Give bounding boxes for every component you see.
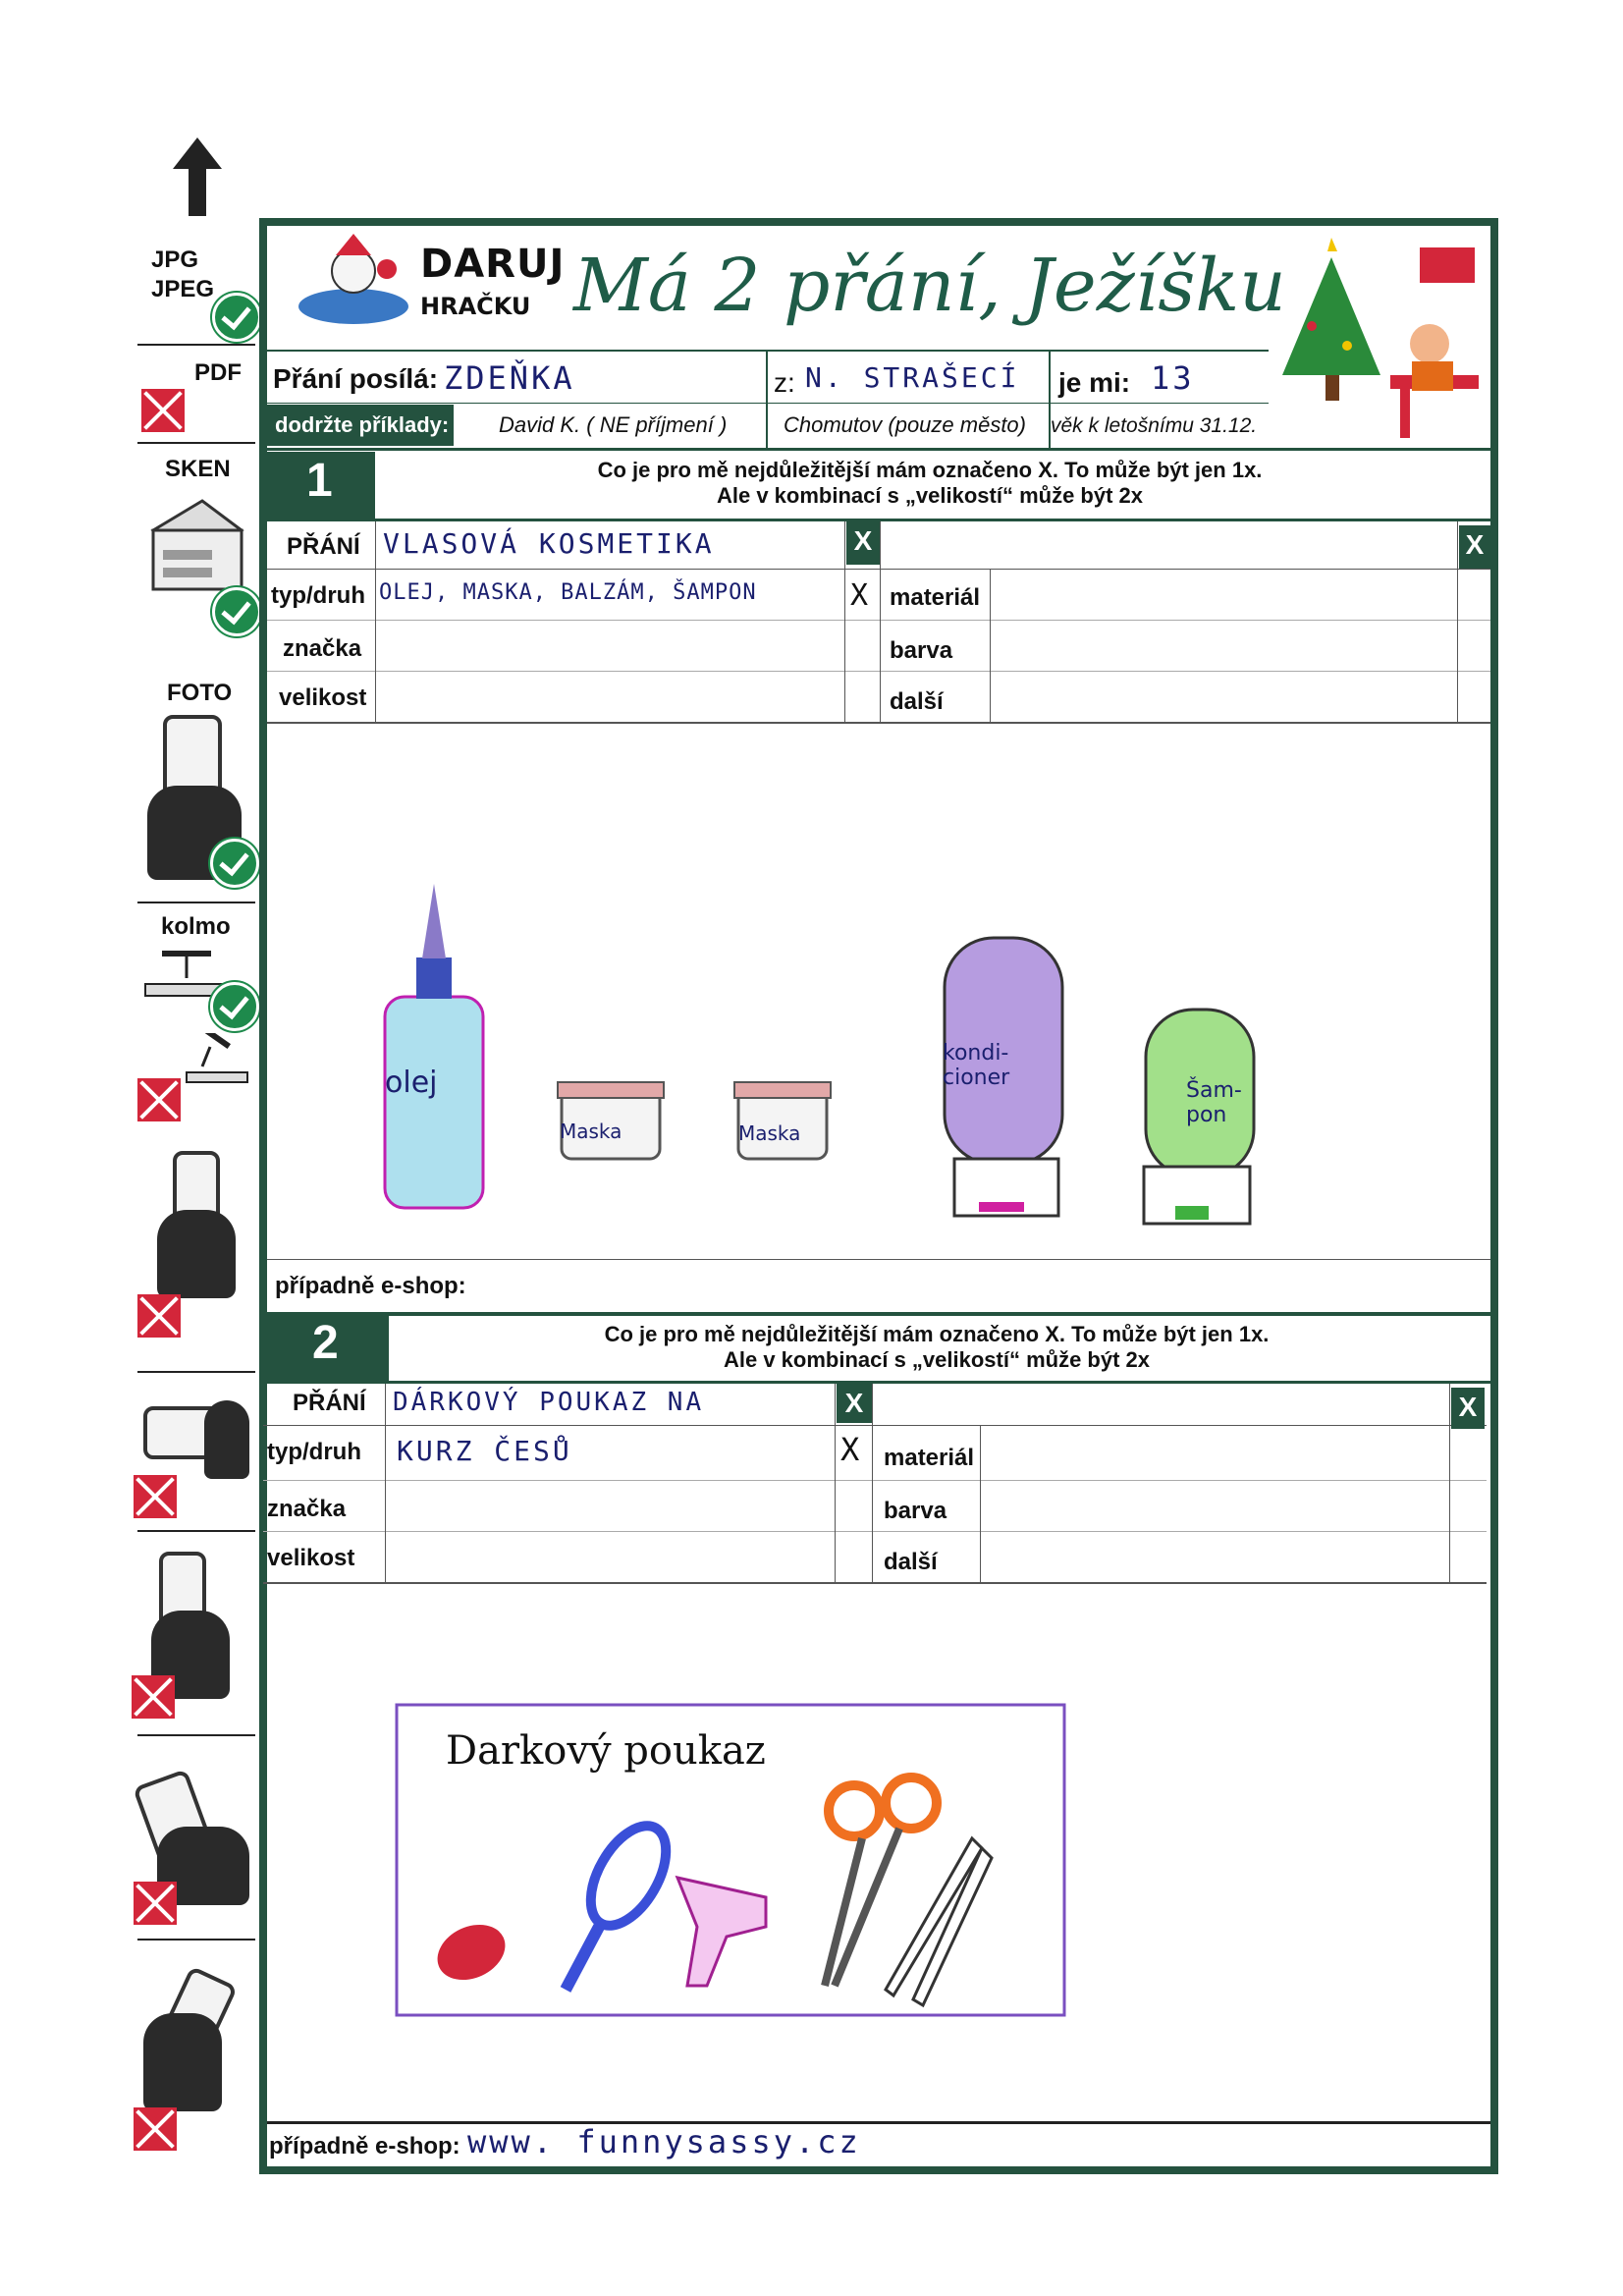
page-title: Má 2 přání, Ježíšku	[573, 244, 1286, 328]
prani-field[interactable]: VLASOVÁ KOSMETIKA	[383, 527, 715, 560]
wish-2-number: 2	[312, 1317, 339, 1369]
wish-1-instructions: Co je pro mě nejdůležitější mám označeno X. To může být jen 1x. Ale v kombinací s „velikostí“ může být 2x	[597, 458, 1263, 508]
divider	[137, 1530, 255, 1532]
rule	[263, 1582, 1487, 1584]
divider	[137, 1734, 255, 1736]
drawing-label: Maska	[738, 1121, 801, 1145]
col-line	[990, 569, 991, 723]
divider	[137, 902, 255, 903]
wish-1-number: 1	[306, 455, 333, 507]
typ-label: typ/druh	[267, 1439, 361, 1465]
rule	[263, 1480, 1487, 1481]
rule	[263, 1425, 1487, 1426]
material-label: materiál	[884, 1445, 975, 1471]
check-icon	[212, 293, 261, 342]
age-label: je mi:	[1058, 367, 1131, 398]
rule	[267, 569, 1490, 570]
col-line	[980, 1425, 981, 1584]
priority-x-marker: X	[1451, 1388, 1485, 1429]
hand-icon	[157, 1210, 236, 1298]
znacka-label: značka	[283, 635, 362, 662]
barva-label: barva	[884, 1498, 947, 1524]
logo-text: DARUJ HRAČKU	[420, 242, 566, 320]
divider	[137, 442, 255, 444]
drawing-label: kondi-cioner	[943, 1041, 1010, 1090]
example-city: Chomutov (pouze město)	[784, 412, 1026, 437]
wish-2-table	[263, 1384, 1487, 1584]
format-label-jpg: JPG JPEG	[151, 246, 215, 302]
upload-arrow-icon	[173, 137, 222, 216]
cross-icon	[132, 1675, 175, 1719]
sender-label: Přání posílá:	[273, 363, 439, 394]
info-row-line	[267, 448, 1490, 451]
examples-label: dodržte příklady:	[275, 412, 450, 437]
cross-icon	[134, 1475, 177, 1518]
drawing-label: Darkový poukaz	[446, 1728, 766, 1774]
typ-field[interactable]: KURZ ČESŮ	[397, 1435, 572, 1467]
col-line	[1457, 521, 1458, 723]
cross-icon	[134, 1882, 177, 1925]
barva-label: barva	[890, 637, 953, 664]
from-label: z:	[774, 367, 795, 398]
cross-icon	[137, 1294, 181, 1338]
dalsi-label: další	[884, 1549, 938, 1575]
col-line	[844, 521, 845, 723]
info-row-line	[267, 403, 1269, 404]
sender-field[interactable]: ZDEŇKA	[444, 359, 575, 397]
wish-1-table	[267, 521, 1490, 723]
drawing-label: olej	[385, 1066, 438, 1100]
rule	[267, 671, 1490, 672]
from-field[interactable]: N. STRAŠECÍ	[805, 361, 1020, 394]
eshop-field[interactable]: www. funnysassy.cz	[467, 2123, 861, 2160]
rule	[267, 1259, 1490, 1260]
rule	[263, 1531, 1487, 1532]
santa-logo-icon	[295, 232, 412, 326]
col-line	[872, 1384, 873, 1584]
cross-icon	[137, 1078, 181, 1121]
info-row-line	[267, 350, 1269, 352]
divider	[137, 344, 255, 346]
velikost-label: velikost	[267, 1545, 355, 1571]
example-name: David K. ( NE příjmení )	[499, 412, 728, 437]
drawing-label: Maska	[560, 1120, 622, 1143]
cross-icon	[141, 389, 185, 432]
col-line	[880, 521, 881, 723]
velikost-label: velikost	[279, 684, 367, 711]
priority-x-marker: X	[1459, 525, 1490, 569]
divider	[137, 1939, 255, 1941]
typ-priority-check[interactable]: X	[850, 578, 872, 613]
eshop-label: případně e-shop:	[269, 2133, 460, 2159]
format-label-kolmo: kolmo	[161, 913, 231, 940]
drawing-label: Šam-pon	[1186, 1078, 1242, 1127]
col-line	[385, 1384, 386, 1584]
age-field[interactable]: 13	[1151, 359, 1195, 397]
dalsi-label: další	[890, 688, 944, 715]
rule	[267, 2121, 1490, 2124]
format-label-pdf: PDF	[194, 359, 242, 386]
typ-field[interactable]: OLEJ, MASKA, BALZÁM, ŠAMPON	[379, 580, 757, 605]
cross-icon	[134, 2107, 177, 2151]
wish-2-instructions: Co je pro mě nejdůležitější mám označeno X. To může být jen 1x. Ale v kombinací s „velikostí“ může být 2x	[604, 1322, 1270, 1372]
info-divider	[766, 350, 768, 448]
hand-icon	[143, 2013, 222, 2111]
hand-icon	[204, 1400, 249, 1479]
wish-1-drawing	[267, 727, 1490, 1247]
divider	[137, 1371, 255, 1373]
prani-field[interactable]: DÁRKOVÝ POUKAZ NA	[393, 1388, 705, 1417]
scanner-icon	[143, 491, 247, 599]
col-line	[835, 1384, 836, 1584]
format-label-foto: FOTO	[167, 680, 233, 706]
example-age: věk k letošnímu 31.12.	[1051, 414, 1258, 437]
material-label: materiál	[890, 584, 981, 611]
typ-priority-check[interactable]: X	[840, 1431, 863, 1468]
eshop-label: případně e-shop:	[275, 1273, 466, 1299]
priority-x-marker: X	[846, 521, 880, 565]
znacka-label: značka	[267, 1496, 347, 1522]
priority-x-marker: X	[837, 1384, 872, 1423]
format-label-sken: SKEN	[165, 456, 231, 482]
tilted-phone-icon	[183, 1033, 251, 1092]
wish-2-drawing	[393, 1701, 1070, 2019]
typ-label: typ/druh	[271, 582, 365, 609]
prani-label: PŘÁNÍ	[293, 1390, 366, 1416]
check-icon	[210, 839, 259, 888]
check-icon	[212, 587, 261, 636]
rule	[267, 620, 1490, 621]
prani-label: PŘÁNÍ	[287, 533, 360, 560]
christmas-illustration	[1272, 228, 1488, 452]
rule	[267, 1312, 1490, 1316]
col-line	[1449, 1384, 1450, 1584]
check-icon	[210, 982, 259, 1031]
col-line	[375, 521, 376, 723]
drawing-canvas	[267, 727, 1490, 1247]
rule	[267, 722, 1490, 724]
